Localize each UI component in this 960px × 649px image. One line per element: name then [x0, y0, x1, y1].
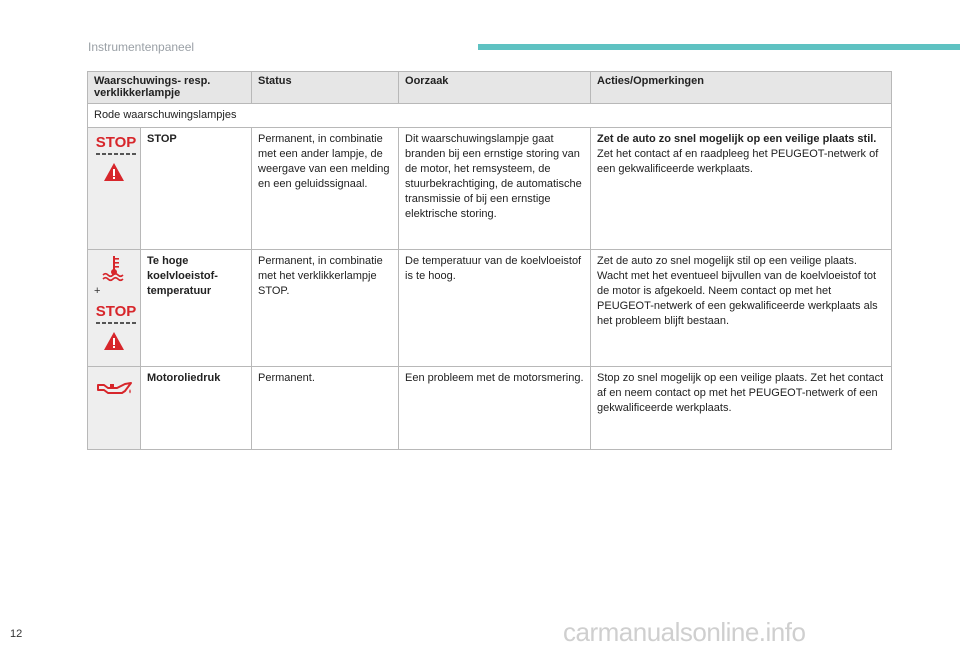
status-cell: Permanent.	[252, 367, 399, 450]
column-header-lamp: Waarschuwings- resp. verklikkerlampje	[88, 72, 252, 104]
table-row	[88, 250, 892, 367]
cause-cell: Een probleem met de motorsmering.	[399, 367, 591, 450]
column-header-status: Status	[252, 72, 399, 104]
table-header-row	[88, 72, 892, 104]
cause-cell: De temperatuur van de koelvloeistof is te hoog.	[399, 250, 591, 367]
action-cell: Stop zo snel mogelijk op een veilige plaats. Zet het contact af en neem contact op met het PEUGEOT-netwerk of een gekwalificeerde werkplaats.	[591, 367, 892, 450]
section-row	[88, 104, 892, 128]
stop-icon	[94, 132, 138, 158]
cause-cell: Dit waarschuwingslampje gaat branden bij een ernstige storing van de motor, het remsysteem, de stuurbekrachtiging, de automatische transmissie of bij een ernstige elektrische storing.	[399, 128, 591, 250]
oil-pressure-icon	[95, 377, 133, 399]
lamp-name: STOP	[141, 128, 252, 250]
icon-cell	[88, 128, 141, 250]
warning-triangle-icon	[103, 331, 125, 351]
section-title: Instrumentenpaneel	[88, 40, 195, 54]
stop-icon	[94, 301, 138, 327]
warning-triangle-icon	[103, 162, 125, 182]
table-row	[88, 367, 892, 450]
status-cell: Permanent, in combinatie met een ander lampje, de weergave van een melding en een geluidssignaal.	[252, 128, 399, 250]
warning-lights-table	[87, 71, 892, 450]
svg-text:STOP: STOP	[95, 303, 137, 320]
column-header-cause: Oorzaak	[399, 72, 591, 104]
lamp-name: Motoroliedruk	[141, 367, 252, 450]
svg-text:STOP: STOP	[95, 134, 137, 151]
plus-sign: +	[94, 285, 101, 297]
watermark: carmanualsonline.info	[563, 617, 806, 647]
page-number: 12	[10, 628, 23, 640]
accent-bar	[478, 44, 960, 50]
action-emphasis: Zet de auto zo snel mogelijk op een veilige plaats stil.	[597, 133, 877, 145]
lamp-name: Te hoge koelvloeistof-temperatuur	[141, 250, 252, 367]
column-header-actions: Acties/Opmerkingen	[591, 72, 892, 104]
action-cell	[591, 128, 892, 250]
icon-cell	[88, 250, 141, 367]
status-cell: Permanent, in combinatie met het verklikkerlampje STOP.	[252, 250, 399, 367]
coolant-temperature-icon	[100, 254, 128, 282]
table-row	[88, 128, 892, 250]
action-cell: Zet de auto zo snel mogelijk stil op een veilige plaats. Wacht met het eventueel bijvullen van de koelvloeistof tot de motor is afgekoeld. Neem contact op met het PEUGEOT-netwerk of een gekwalificeerde werkplaats als het probleem blijft bestaan.	[591, 250, 892, 367]
section-label: Rode waarschuwingslampjes	[88, 104, 892, 128]
icon-cell	[88, 367, 141, 450]
action-text: Zet het contact af en raadpleeg het PEUGEOT-netwerk of een gekwalificeerde werkplaats.	[597, 148, 879, 175]
